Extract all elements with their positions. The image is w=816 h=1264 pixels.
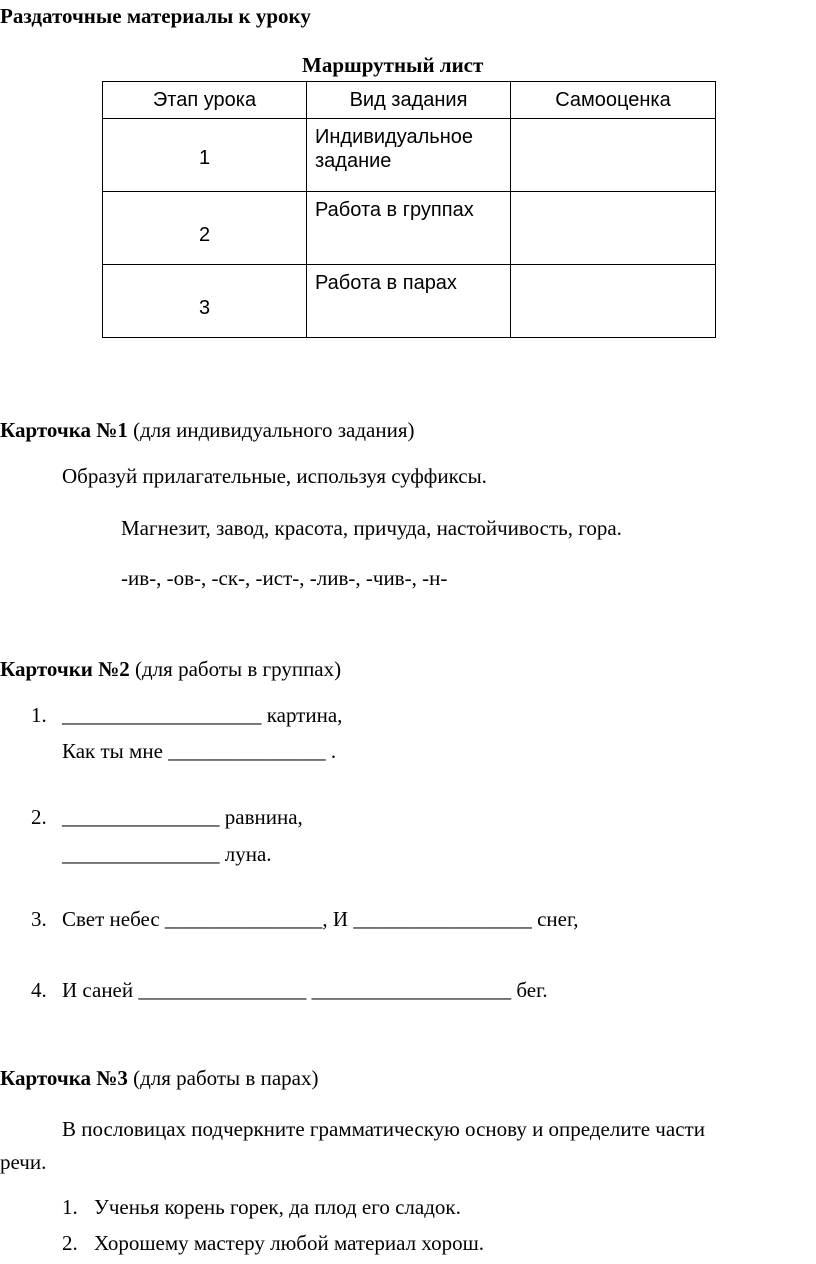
card2-heading: [0, 657, 341, 682]
column-header: Вид задания: [307, 82, 511, 119]
poem-line: _______________ равнина,: [62, 805, 303, 829]
column-header: Самооценка: [511, 82, 716, 119]
poem-line: Как ты мне _______________ .: [62, 739, 337, 763]
self-assessment-cell[interactable]: [511, 265, 716, 338]
card3-note: (для работы в парах): [127, 1066, 319, 1090]
stage-cell: 1: [103, 119, 307, 192]
proverb: Хорошему мастеру любой материал хорош.: [94, 1231, 484, 1255]
list-number: 4.: [31, 978, 47, 1002]
stage-cell: 2: [103, 192, 307, 265]
poem-line: ___________________ картина,: [62, 703, 343, 727]
card3-instruction: В пословицах подчеркните грамматическую основу и определите части: [62, 1117, 705, 1141]
table-header-row: [103, 82, 716, 119]
table-row: [103, 192, 716, 265]
card1-suffixes: -ив-, -ов-, -ск-, -ист-, -лив-, -чив-, -н-: [121, 566, 448, 590]
table-row: [103, 265, 716, 338]
page-heading: Раздаточные материалы к уроку: [0, 4, 311, 28]
card1-words: Магнезит, завод, красота, причуда, настойчивость, гора.: [121, 516, 622, 540]
poem-line: И саней ________________ ___________________ бег.: [62, 978, 548, 1002]
table-row: [103, 119, 716, 192]
task-cell: Индивидуальное задание: [307, 119, 511, 192]
card2-note: (для работы в группах): [129, 657, 342, 681]
proverb: Ученья корень горек, да плод его сладок.: [94, 1195, 461, 1219]
self-assessment-cell[interactable]: [511, 192, 716, 265]
list-number: 3.: [31, 907, 47, 931]
task-cell: Работа в парах: [307, 265, 511, 338]
card2-title: Карточки №2: [0, 657, 130, 681]
list-number: 2.: [31, 805, 47, 829]
self-assessment-cell[interactable]: [511, 119, 716, 192]
list-number: 1.: [31, 703, 47, 727]
task-cell: Работа в группах: [307, 192, 511, 265]
card3-instruction-cont: речи.: [0, 1150, 47, 1174]
column-header: Этап урока: [103, 82, 307, 119]
card1-note: (для индивидуального задания): [127, 418, 415, 442]
stage-cell: 3: [103, 265, 307, 338]
poem-line: _______________ луна.: [62, 842, 272, 866]
card1-title: Карточка №1: [0, 418, 128, 442]
list-number: 2.: [62, 1231, 78, 1255]
poem-line: Свет небес _______________, И _________________ снег,: [62, 907, 579, 931]
route-sheet-title: Маршрутный лист: [302, 53, 484, 77]
card1-instruction: Образуй прилагательные, используя суффиксы.: [62, 464, 487, 488]
card1-heading: [0, 418, 415, 443]
card3-title: Карточка №3: [0, 1066, 128, 1090]
list-number: 1.: [62, 1195, 78, 1219]
route-sheet-table: [102, 81, 716, 338]
card3-heading: [0, 1066, 318, 1091]
